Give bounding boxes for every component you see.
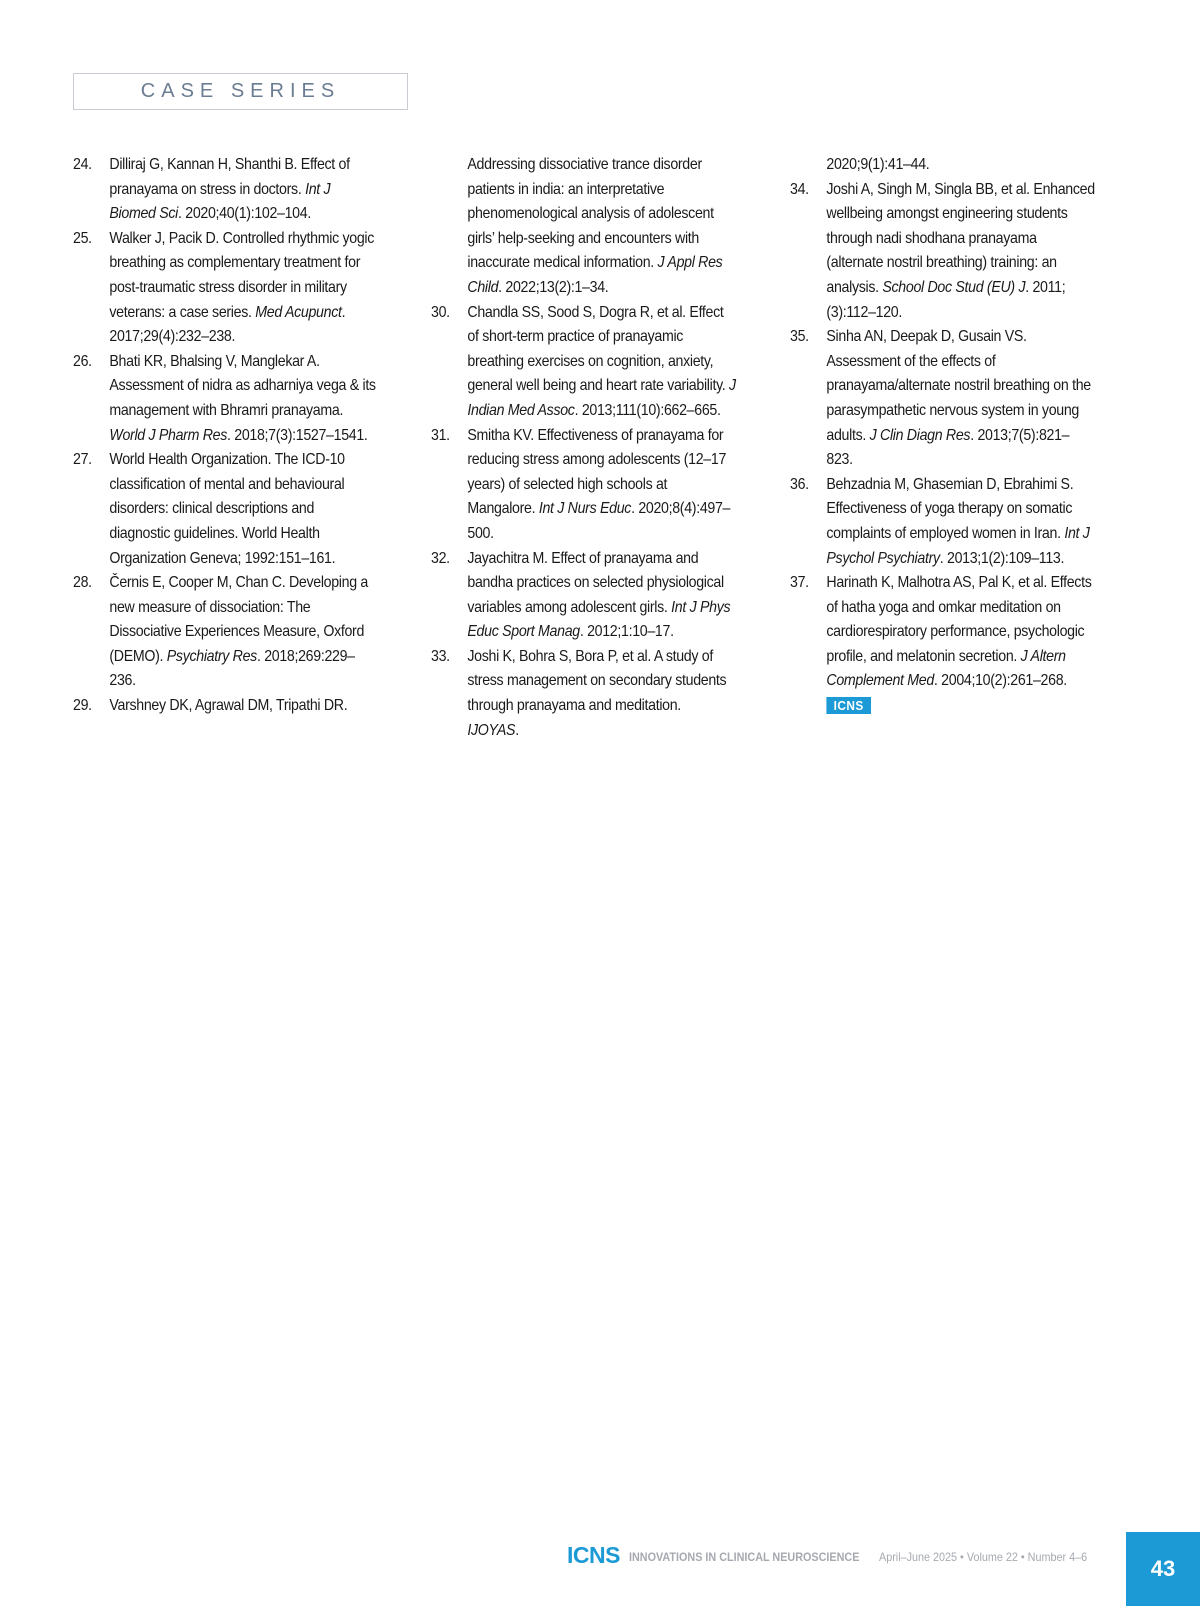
reference-journal: Int J Nurs Educ [538, 500, 632, 518]
reference-number: 27. [73, 451, 92, 469]
footer-brand: ICNS [567, 1542, 620, 1568]
reference-text: Bhati KR, Bhalsing V, Manglekar A. Assessment of nidra as adharniya vega & its management with Bhramri pranayama. [109, 352, 376, 419]
reference-citation: . 2012;1:10–17. [579, 623, 674, 641]
reference-number: 36. [790, 475, 809, 493]
footer-issue: April–June 2025 • Volume 22 • Number 4–6 [879, 1550, 1088, 1564]
reference-number: 32. [431, 549, 450, 567]
reference-text: Smitha KV. Effectiveness of pranayama for reducing stress among adolescents (12–17 years) of selected high schools at Mangalore. [467, 426, 727, 518]
reference-item [73, 153, 378, 227]
reference-number: 31. [431, 426, 450, 444]
reference-citation: . 2020;40(1):102–104. [177, 205, 311, 223]
reference-citation: . 2004;10(2):261–268. [933, 672, 1067, 690]
reference-item [73, 571, 378, 694]
reference-journal: J Clin Diagn Res [869, 426, 971, 444]
reference-continuation [790, 153, 1095, 178]
reference-journal: School Doc Stud (EU) J [882, 278, 1026, 296]
reference-citation: . 2018;7(3):1527–1541. [227, 426, 368, 444]
reference-text: Harinath K, Malhotra AS, Pal K, et al. Effects of hatha yoga and omkar meditation on cardiorespiratory performance, psychologic profile, and melatonin secretion. [826, 574, 1092, 665]
reference-citation: . 2013;1(2):109–113. [939, 549, 1065, 567]
reference-journal: Med Acupunct [255, 303, 342, 321]
reference-number: 33. [431, 647, 450, 665]
page-number: 43 [1126, 1532, 1200, 1606]
reference-number: 30. [431, 303, 450, 321]
reference-text: Walker J, Pacik D. Controlled rhythmic yogic breathing as complementary treatment for post-traumatic stress disorder in military veterans: a case series. [109, 229, 375, 321]
page-footer [0, 1532, 1126, 1606]
reference-citation: . [515, 721, 519, 739]
end-of-article-badge: ICNS [826, 697, 871, 714]
end-of-article-row [790, 694, 1095, 719]
references-column-2 [431, 153, 736, 743]
reference-journal: World J Pharm Res [109, 426, 228, 444]
reference-text: Černis E, Cooper M, Chan C. Developing a new measure of dissociation: The Dissociative Experiences Measure, Oxford (DEMO). [109, 574, 368, 665]
reference-journal: J Appl Res Child [467, 254, 723, 296]
reference-number: 35. [790, 328, 809, 346]
reference-number: 24. [73, 156, 92, 173]
reference-text: Sinha AN, Deepak D, Gusain VS. Assessment of the effects of pranayama/alternate nostril breathing on the parasympathetic nervous system in young adults. [826, 328, 1091, 444]
reference-citation: . 2011;(3):112–120. [826, 278, 1066, 321]
reference-item [790, 473, 1095, 571]
reference-journal: Int J Biomed Sci [109, 180, 331, 223]
reference-item [431, 645, 736, 743]
reference-journal: Int J Phys Educ Sport Manag [467, 598, 731, 641]
reference-item [73, 448, 378, 571]
reference-item [73, 350, 378, 448]
reference-item [431, 301, 736, 424]
reference-text: Varshney DK, Agrawal DM, Tripathi DR. [109, 697, 348, 715]
reference-item [790, 571, 1095, 694]
reference-citation: . 2018;269:229–236. [109, 647, 355, 690]
reference-text: Joshi K, Bohra S, Bora P, et al. A study of stress management on secondary students through pranayama and meditation. [467, 647, 727, 715]
reference-journal: Int J Psychol Psychiatry [826, 524, 1090, 567]
reference-journal: IJOYAS [467, 721, 516, 739]
reference-journal: Psychiatry Res [166, 647, 257, 665]
reference-text: Dilliraj G, Kannan H, Shanthi B. Effect of pranayama on stress in doctors. [109, 156, 350, 198]
reference-citation: . 2022;13(2):1–34. [498, 278, 609, 296]
reference-item [790, 325, 1095, 473]
footer-journal-name: INNOVATIONS IN CLINICAL NEUROSCIENCE [629, 1550, 860, 1564]
reference-number: 34. [790, 180, 809, 198]
reference-journal: J Altern Complement Med [826, 647, 1066, 690]
reference-number: 29. [73, 697, 92, 715]
reference-text: Joshi A, Singh M, Singla BB, et al. Enhanced wellbeing amongst engineering students through nadi shodhana pranayama (alternate nostril breathing) training: an analysis. [826, 180, 1095, 296]
reference-number: 26. [73, 352, 92, 370]
reference-text: World Health Organization. The ICD-10 classification of mental and behavioural disorders: clinical descriptions and diagnostic guidelines. World Health Organization Geneva; 1992:151–161. [109, 451, 345, 567]
reference-item [73, 227, 378, 350]
reference-text: Addressing dissociative trance disorder patients in india: an interpretative phenomenological analysis of adolescent girls’ help-seeking and encounters with inaccurate medical information. [467, 156, 714, 272]
reference-number: 37. [790, 574, 809, 592]
reference-citation: . 2020;8(4):497–500. [467, 500, 731, 542]
section-label: CASE SERIES [140, 80, 341, 102]
reference-citation: . 2013;111(10):662–665. [574, 401, 721, 419]
reference-text: Behzadnia M, Ghasemian D, Ebrahimi S. Effectiveness of yoga therapy on somatic complaints of employed women in Iran. [826, 475, 1074, 542]
reference-number: 25. [73, 229, 92, 247]
references-column-3 [790, 153, 1095, 719]
reference-continuation [431, 153, 736, 301]
reference-citation: . 2017;29(4):232–238. [109, 303, 346, 346]
reference-item [790, 178, 1095, 326]
references-column-1 [73, 153, 378, 719]
reference-citation: . 2013;7(5):821–823. [826, 426, 1070, 469]
reference-text: 2020;9(1):41–44. [826, 156, 930, 173]
section-header-box [73, 73, 408, 110]
reference-text: Jayachitra M. Effect of pranayama and bandha practices on selected physiological variables among adolescent girls. [467, 549, 724, 616]
reference-item [431, 547, 736, 645]
reference-text: Chandla SS, Sood S, Dogra R, et al. Effect of short-term practice of pranayamic breathing exercises on cognition, anxiety, general well being and heart rate variability. [467, 303, 730, 395]
reference-item [73, 694, 378, 719]
reference-journal: J Indian Med Assoc [467, 377, 736, 419]
reference-number: 28. [73, 574, 92, 592]
reference-item [431, 424, 736, 547]
